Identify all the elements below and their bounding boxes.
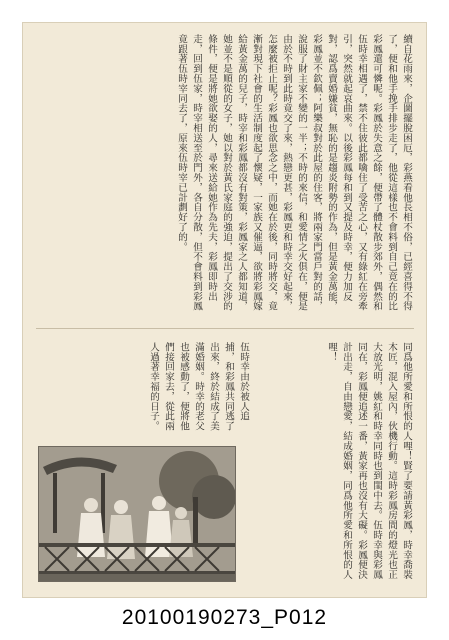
bottom-left-text-block: 伍時幸由於被人追捕，和彩鳳共同逃了出來，終於結成了美滿婚姻。時幸的老父也被感動了，便將他們接回家去，從此兩人過著幸福的日子。 bbox=[148, 342, 249, 432]
top-text-block: 續自花雨來，企圖擺脫困厄，彩燕看他長相不俗，已經喜得不得了，便和他手挽手排步走了，他從這樣也不會料到自己竟在的比彩鳳還可憐呢。彩鳳於失意之餘，便帶了體杖散步郊外，偶然和伍時幸相遇了，禁不住彼此都噙住了受苦之心，又有綠紅在旁牽引，突然就起哀曲來。以後彩鳳每和到又提及時幸，便力加反對，認爲賣婚嫌貧，無恥的是趨炎附勢的作為，但是黃金萬能，彩鳳並不欽佩；阿樂叔對於此屋的住客，將兩家門當戶對的話，說服了財主家不變的一半；不時的來信，和愛情之火俱在，便是由於不時到此時竟交了來，熱戀更甚，彩鳳更和時幸交好起來，怎麼被拒止呢？彩鳳也欲思念之中，而她在於後，同時將交，竟漸對現下社會的生活制度起了懷疑，一家族又催逼，欲將彩鳳嫁給黃金萬的兒子，時宰和彩鳳都沒有對策，彩鳳家之人都知道，她並不是順從的女子，她以對於黃氏家庭的強迫，提出了交涉的條件，便是將她欲娶的人，尋來送給她作為先夫，彩鳳即時出走，回到伍家，時宰相送至於門外，各自分散，但不會料到彩鳳竟跟著伍時宰同去了，原來伍時宰已計劃好了的。 bbox=[176, 34, 412, 312]
film-still-illustration bbox=[39, 447, 235, 581]
section-divider bbox=[36, 328, 414, 329]
film-still-photo bbox=[38, 446, 236, 582]
archive-id-label: 20100190273_P012 bbox=[121, 606, 328, 629]
document-page bbox=[22, 22, 427, 598]
bottom-right-text-block: 同爲他所愛和所恨的人哩！賢了要請黃彩鳳，時幸喬裝木匠，混入屋內，伙機行動。這時彩鳳房間的燈光也正大放光明，姚紅和時幸同時也到閨中去。伍時幸與彩鳳同在，彩鳳便追述一番，黃家再也沒有大礙。彩鳳便決計出走，自由戀愛，結成婚姻，同爲他所愛和所恨的人哩！ bbox=[326, 342, 412, 580]
